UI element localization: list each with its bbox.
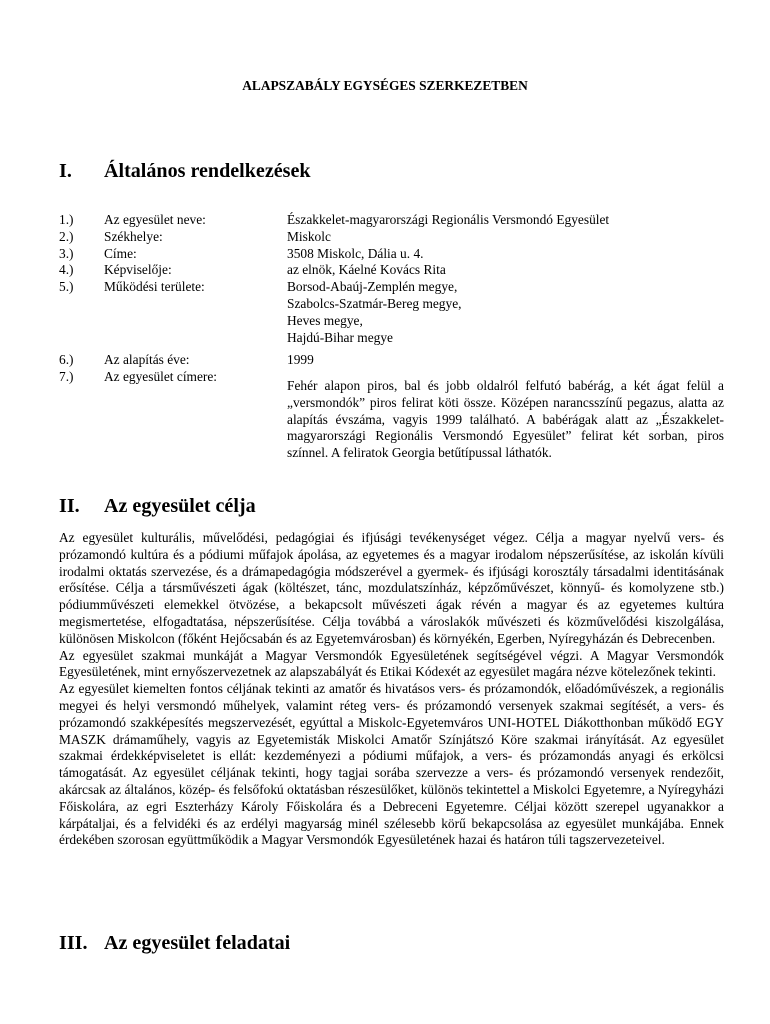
crest-description: Fehér alapon piros, bal és jobb oldalról felfutó babérág, a két ágat felül a „versmondók” piros felirat köti össze. Középen narancsszínű pegazus, alatta az alapítás évszáma, vagyis 1999 található. A babérágak alatt az „Északkelet-magyarországi Regionális Versmondó Egyesület” felirat két sorban, piros színnel. A feliratok Georgia betűtípussal láthatók. [287,378,724,461]
field-row-operating-area [59,279,709,346]
field-number: 3.) [59,245,74,261]
section-title: Az egyesület feladatai [104,932,291,954]
field-value [287,352,709,369]
field-number: 1.) [59,212,74,227]
paragraph: Az egyesület szakmai munkáját a Magyar Versmondók Egyesületének segítségével végzi. A Magyar Versmondók Egyesületének, mint ernyőszervezetnek az alapszabályát és Etikai Kódexét az egyesület magára nézve kötelezőnek tekinti. [59,647,724,680]
field-label: Címe: [104,245,137,261]
document-title: ALAPSZABÁLY EGYSÉGES SZERKEZETBEN [242,78,528,93]
section-2-body [59,530,724,849]
paragraph: Az egyesület kiemelten fontos céljának tekinti az amatőr és hivatásos vers- és prózamondók, előadóművészek, a regionális megyei és helyi versmondó műhelyek, valamint réteg vers- és prózamondó versenyek szakmai segítését, a vers- és prózamondó szakképesítés megszervezését, egyúttal a Miskolc-Egyetemváros UNI-HOTEL Diákotthonban működő EGY MASZK drámaműhely, vagyis az Egyetemisták Miskolci Amatőr Színjátszó Köre szakmai irányítását. Az egyesület szakmai érdekképviseletet is ellát: kezdeményezi a pódiumi műfajok, a vers- és prózamondás anyagi és erkölcsi támogatását. Az egyesület céljának tekinti, hogy tagjai sorába szervezze a vers- és prózamondó versenyek rendezőit, akárcsak az általános, közép- és felsőfokú oktatásban részesülőket, különös tekintettel a Miskolci Egyetemre, a Nyíregyházi Főiskolára, az egri Eszterházy Károly Főiskolára és a Debreceni Egyetemre. Céljai között szerepel ugyanakkor a kárpátaljai, és a felvidéki és az erdélyi magyarság minél szélesebb körű bekapcsolása az egyesület munkájába. Ennek érdekében szorosan együttműködik a Magyar Versmondók Egyesületének hazai és határon túli tagszervezeteivel. [59,681,724,848]
field-row-founding-year [59,352,709,369]
section-title: Általános rendelkezések [104,160,311,182]
field-value-line: az elnök, Káelné Kovács Rita [287,262,446,278]
field-number: 4.) [59,262,74,278]
field-value [287,262,709,279]
field-value-line: Heves megye, [287,312,363,328]
field-row-address [59,246,709,263]
field-row-representative [59,262,709,279]
field-value-line: 3508 Miskolc, Dália u. 4. [287,245,424,261]
section-number: II. [59,495,80,517]
field-number: 5.) [59,279,74,295]
field-value-line: Borsod-Abaúj-Zemplén megye, [287,279,458,295]
section-number: I. [59,160,72,182]
field-value-line: Szabolcs-Szatmár-Bereg megye, [287,295,462,311]
paragraph: Az egyesület kulturális, művelődési, pedagógiai és ifjúsági tevékenységet végez. Célja a magyar nyelvű vers- és prózamondó kultúra és a pódiumi műfajok ápolása, az egyetemes és a magyar irodalom népszerűsítése, az iskolán kívüli irodalmi oktatás szervezése, és a drámapedagógia módszerével a gyermek- és ifjúsági korosztály társadalmi identitásának erősítése. Célja a társművészeti ágak (költészet, tánc, mozdulatszínház, képzőművészet, könnyű- és komolyzene stb.) pódiumművészeti elemekkel ötvözése, a bekapcsolt művészeti ágak révén a magyar és az egyetemes kultúra megismertetése, elfogadtatása, népszerűsítése. Célja továbbá a városlakók művészeti és közművelődési kiszolgálása, különösen Miskolcon (főként Hejőcsabán és az Egyetemvárosban) és környékén, Egerben, Nyíregyházán és Debrecenben. [59,530,724,646]
field-number: 2.) [59,228,74,244]
field-value-line: 1999 [287,352,314,368]
field-row-name [59,212,709,229]
field-label: Az egyesület címere: [104,369,218,385]
field-label: Képviselője: [104,262,172,278]
field-number: 7.) [59,369,74,385]
field-number: 6.) [59,352,74,368]
field-value [287,212,709,229]
general-provisions-list [59,212,709,386]
field-value [287,229,709,246]
field-label: Székhelye: [104,228,163,244]
field-label: Az egyesület neve: [104,212,206,227]
field-label: Az alapítás éve: [104,352,190,368]
field-value [287,246,709,263]
field-value-line: Hajdú-Bihar megye [287,329,393,345]
section-number: III. [59,932,88,954]
field-value-line: Északkelet-magyarországi Regionális Versmondó Egyesület [287,212,610,227]
field-value-line: Miskolc [287,228,331,244]
field-value [287,279,709,346]
section-title: Az egyesület célja [104,495,256,517]
field-row-seat [59,229,709,246]
field-label: Működési területe: [104,279,205,295]
